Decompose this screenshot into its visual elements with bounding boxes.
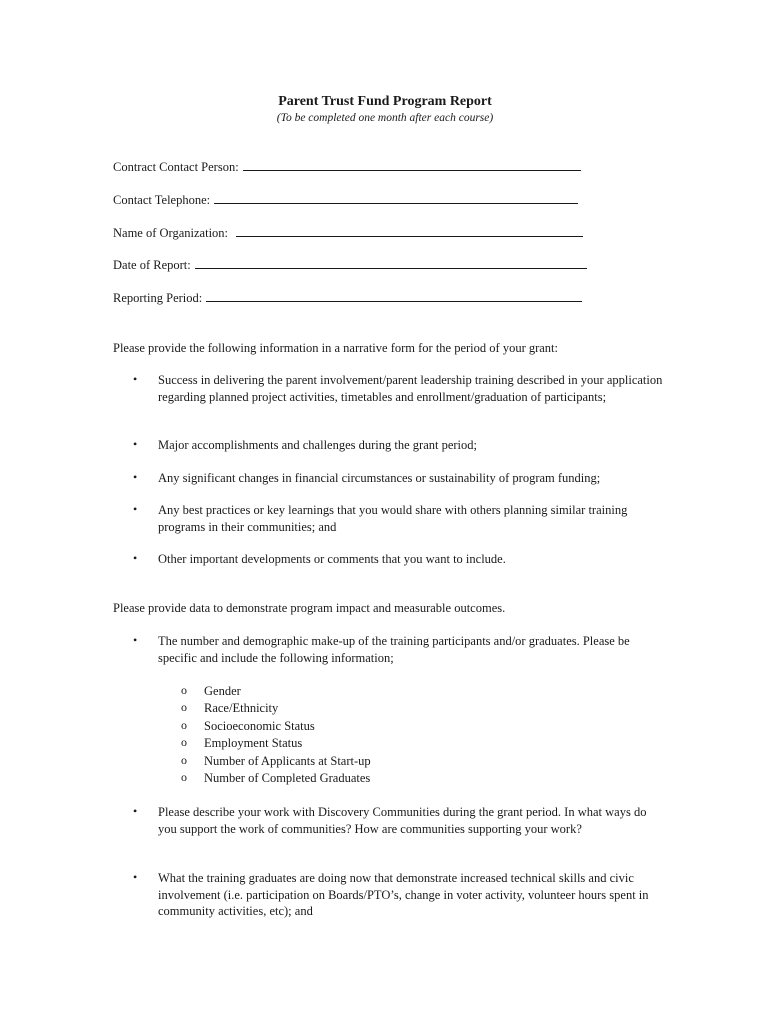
sub-bullet-icon: o: [181, 683, 187, 697]
bullet-icon: •: [133, 470, 138, 484]
field-date-of-report[interactable]: [113, 257, 587, 273]
sub-bullet-icon: o: [181, 770, 187, 784]
field-label: Date of Report:: [113, 258, 191, 272]
field-label: Name of Organization:: [113, 226, 229, 240]
list-item: The number and demographic make-up of the training participants and/or graduates. Please be specific and include the following information;: [158, 634, 630, 665]
sub-bullet-icon: o: [181, 700, 187, 714]
list-item: Other important developments or comments that you want to include.: [158, 552, 506, 566]
list-item: Please describe your work with Discovery Communities during the grant period. In what ways do you support the work of communities? How are communities supporting your work?: [158, 805, 647, 836]
field-blank-line[interactable]: [243, 159, 581, 171]
sub-list-item: Race/Ethnicity: [204, 701, 279, 715]
bullet-icon: •: [133, 372, 138, 386]
sub-bullet-icon: o: [181, 718, 187, 732]
sub-bullet-icon: o: [181, 753, 187, 767]
list-item: Major accomplishments and challenges during the grant period;: [158, 438, 478, 452]
bullet-icon: •: [133, 437, 138, 451]
field-blank-line[interactable]: [236, 225, 583, 237]
field-label: Contract Contact Person:: [113, 160, 239, 174]
sub-bullet-icon: o: [181, 735, 187, 749]
field-contact-telephone[interactable]: [113, 192, 578, 208]
sub-list-item: Employment Status: [204, 736, 303, 750]
document-title: Parent Trust Fund Program Report: [278, 94, 492, 109]
bullet-icon: •: [133, 870, 138, 884]
list-item: What the training graduates are doing now that demonstrate increased technical skills and civic involvement (i.e. participation on Boards/PTO’s, change in voter activity, volunteer hours spent in community activities, etc); and: [158, 871, 649, 918]
field-blank-line[interactable]: [214, 192, 578, 204]
field-blank-line[interactable]: [195, 257, 587, 269]
section1-intro: Please provide the following information in a narrative form for the period of your grant:: [113, 341, 559, 355]
field-label: Reporting Period:: [113, 291, 203, 305]
field-contact-person[interactable]: [113, 159, 581, 175]
field-label: Contact Telephone:: [113, 193, 211, 207]
list-item: Any best practices or key learnings that you would share with others planning similar training programs in their communities; and: [158, 503, 628, 534]
bullet-icon: •: [133, 633, 138, 647]
field-blank-line[interactable]: [206, 290, 582, 302]
list-item: Success in delivering the parent involvement/parent leadership training described in your application regarding planned project activities, timetables and enrollment/graduation of participants;: [158, 373, 663, 404]
sub-list-item: Number of Completed Graduates: [204, 771, 371, 785]
field-reporting-period[interactable]: [113, 290, 582, 306]
sub-list-item: Number of Applicants at Start-up: [204, 754, 371, 768]
list-item: Any significant changes in financial circumstances or sustainability of program funding;: [158, 471, 601, 485]
sub-list-item: Socioeconomic Status: [204, 719, 315, 733]
field-organization[interactable]: [113, 225, 583, 241]
section2-intro: Please provide data to demonstrate program impact and measurable outcomes.: [113, 601, 506, 615]
bullet-icon: •: [133, 804, 138, 818]
bullet-icon: •: [133, 502, 138, 516]
bullet-icon: •: [133, 551, 138, 565]
document-subtitle: (To be completed one month after each course): [276, 112, 494, 124]
sub-list-item: Gender: [204, 684, 241, 698]
